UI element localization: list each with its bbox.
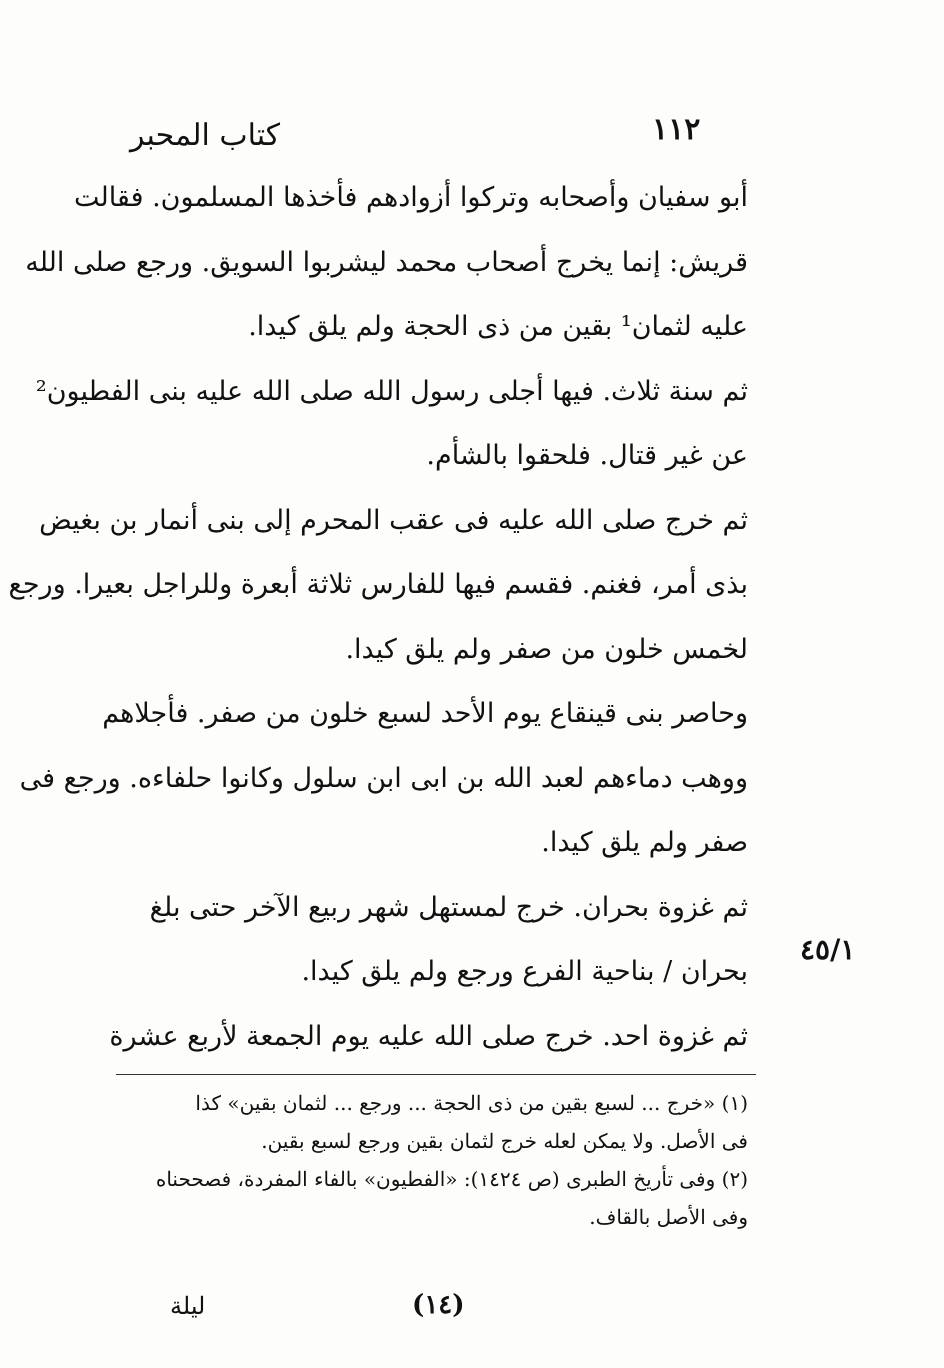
footnote-line: فى الأصل. ولا يمكن لعله خرج لثمان بقين ورجع لسبع بقين. bbox=[261, 1129, 748, 1153]
folio-number: (١٤) bbox=[412, 1290, 465, 1320]
body-line: بذى أمر، فغنم. فقسم فيها للفارس ثلاثة أبعرة وللراجل بعيرا. ورجع bbox=[8, 569, 748, 600]
body-text bbox=[8, 166, 748, 1069]
signature-mark: ليلة bbox=[170, 1292, 206, 1320]
body-line: وحاصر بنى قينقاع يوم الأحد لسبع خلون من صفر. فأجلاهم bbox=[102, 698, 748, 729]
footnotes bbox=[108, 1084, 748, 1236]
body-line: ثم خرج صلى الله عليه فى عقب المحرم إلى بنى أنمار بن بغيض bbox=[39, 504, 748, 536]
body-line: عليه لثمان¹ بقين من ذى الحجة ولم يلق كيدا. bbox=[248, 311, 748, 342]
body-line: ثم سنة ثلاث. فيها أجلى رسول الله صلى الله عليه بنى الفطيون² bbox=[35, 375, 748, 407]
margin-note: ٤٥/١ bbox=[800, 933, 856, 966]
body-line: عن غير قتال. فلحقوا بالشأم. bbox=[426, 440, 748, 471]
body-line: بحران / بناحية الفرع ورجع ولم يلق كيدا. bbox=[301, 956, 748, 987]
body-line: ثم غزوة احد. خرج صلى الله عليه يوم الجمعة لأربع عشرة bbox=[109, 1020, 748, 1052]
page-number: ١١٢ bbox=[652, 112, 701, 147]
footnote-line: (١) «خرج ... لسبع بقين من ذى الحجة ... ورجع ... لثمان بقين» كذا bbox=[195, 1091, 748, 1115]
body-line: قريش: إنما يخرج أصحاب محمد ليشربوا السويق. ورجع صلى الله bbox=[25, 246, 748, 278]
body-line: لخمس خلون من صفر ولم يلق كيدا. bbox=[345, 633, 748, 665]
footnote-line: (٢) وفى تأريخ الطبرى (ص ١٤٢٤): «الفطيون» بالفاء المفردة، فصححناه bbox=[155, 1167, 748, 1191]
body-line: صفر ولم يلق كيدا. bbox=[541, 827, 748, 858]
footnote-line: وفى الأصل بالقاف. bbox=[589, 1205, 748, 1229]
body-line: أبو سفيان وأصحابه وتركوا أزوادهم فأخذها المسلمون. فقالت bbox=[73, 182, 748, 213]
body-line: ووهب دماءهم لعبد الله بن ابى ابن سلول وكانوا حلفاءه. ورجع فى bbox=[19, 762, 748, 794]
body-line: ثم غزوة بحران. خرج لمستهل شهر ربيع الآخر حتى بلغ bbox=[149, 891, 748, 923]
running-title: كتاب المحبر bbox=[130, 118, 281, 153]
footnote-divider bbox=[116, 1074, 756, 1075]
